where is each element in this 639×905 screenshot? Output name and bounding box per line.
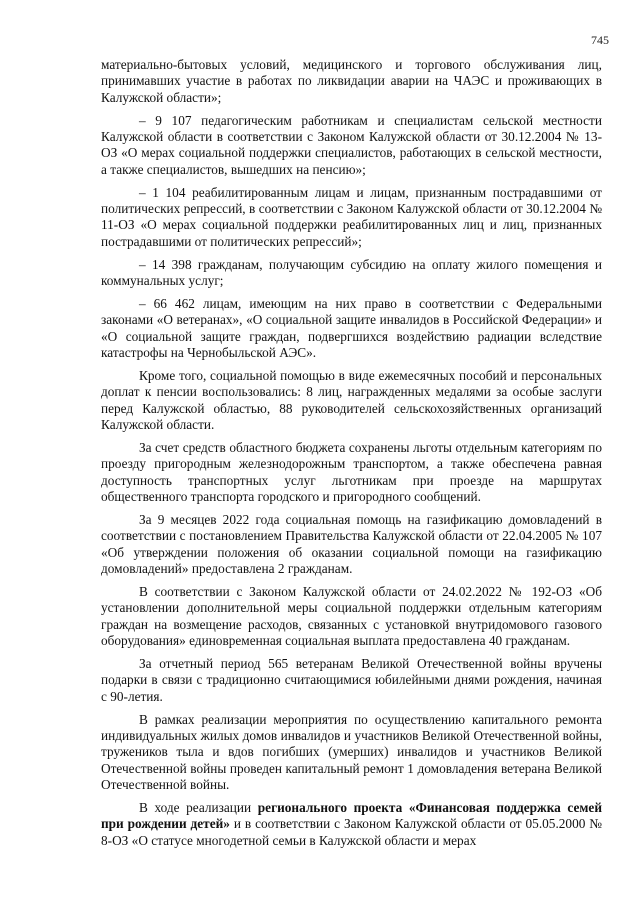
paragraph-12-start: В ходе реализации xyxy=(139,799,258,815)
paragraph-7: За счет средств областного бюджета сохранены льготы отдельным категориям по проезду пригородным железнодорожным транспортом, а также обеспечена равная доступность транспортных услуг льготникам при проезде на маршрутах общественного транспорта городского и пригородного сообщений. xyxy=(101,439,602,505)
page-number: 745 xyxy=(591,33,609,47)
paragraph-2: – 9 107 педагогическим работникам и специалистам сельской местности Калужской области в соответствии с Законом Калужской области от 30.12.2004 № 13-ОЗ «О мерах социальной поддержки специалистов, работающих в сельской местности, а также специалистов, вышедших на пенсию»; xyxy=(101,112,602,177)
paragraph-3: – 1 104 реабилитированным лицам и лицам, признанным пострадавшими от политических репрессий, в соответствии с Законом Калужской области от 30.12.2004 № 11-ОЗ «О мерах социальной поддержки реабилитированных лиц и лиц, признанных пострадавшими от политических репрессий»; xyxy=(101,184,602,249)
paragraph-4: – 14 398 гражданам, получающим субсидию на оплату жилого помещения и коммунальных услуг; xyxy=(101,256,602,289)
paragraph-12-end: и в соответствии с Законом Калужской области от 05.05.2000 № 8-ОЗ «О статусе многодетной семьи в Калужской области и мерах xyxy=(101,816,602,848)
paragraph-12 xyxy=(101,800,602,849)
project-name-bold: регионального проекта «Финансовая поддержка семей при рождении детей» xyxy=(101,799,602,832)
paragraph-8: За 9 месяцев 2022 года социальная помощь на газификацию домовладений в соответствии с постановлением Правительства Калужской области от 22.04.2005 № 107 «Об утверждении положения об оказании социальной помощи на газификацию домовладений» предоставлена 2 гражданам. xyxy=(101,511,602,577)
paragraph-1: материально-бытовых условий, медицинского и торгового обслуживания лиц, принимавших участие в работах по ликвидации аварии на ЧАЭС и проживающих в Калужской области»; xyxy=(101,57,602,105)
paragraph-11: В рамках реализации мероприятия по осуществлению капитального ремонта индивидуальных жилых домов инвалидов и участников Великой Отечественной войны, тружеников тыла и вдов погибших (умерших) инвалидов и участников Великой Отечественной войны проведен капитальный ремонт 1 домовладения ветерана Великой Отечественной войны. xyxy=(101,711,602,793)
paragraph-10: За отчетный период 565 ветеранам Великой Отечественной войны вручены подарки в связи с традиционно считающимися юбилейными днями рождения, начиная с 90-летия. xyxy=(101,655,602,704)
paragraph-5: – 66 462 лицам, имеющим на них право в соответствии с Федеральными законами «О ветеранах», «О социальной защите инвалидов в Российской Федерации» и «О социальной защите граждан, подвергшихся воздействию радиации вследствие катастрофы на Чернобыльской АЭС». xyxy=(101,295,602,361)
paragraph-9: В соответствии с Законом Калужской области от 24.02.2022 № 192-ОЗ «Об установлении дополнительной меры социальной поддержки отдельным категориям граждан на возмещение расходов, связанных с установкой внутридомового газового оборудования» единовременная социальная выплата предоставлена 40 гражданам. xyxy=(101,583,602,649)
paragraph-6: Кроме того, социальной помощью в виде ежемесячных пособий и персональных доплат к пенсии воспользовались: 8 лиц, награжденных медалями за особые заслуги перед Калужской областью, 88 руководителей сельскохозяйственных организаций Калужской области. xyxy=(101,367,602,433)
document-body xyxy=(101,57,602,856)
